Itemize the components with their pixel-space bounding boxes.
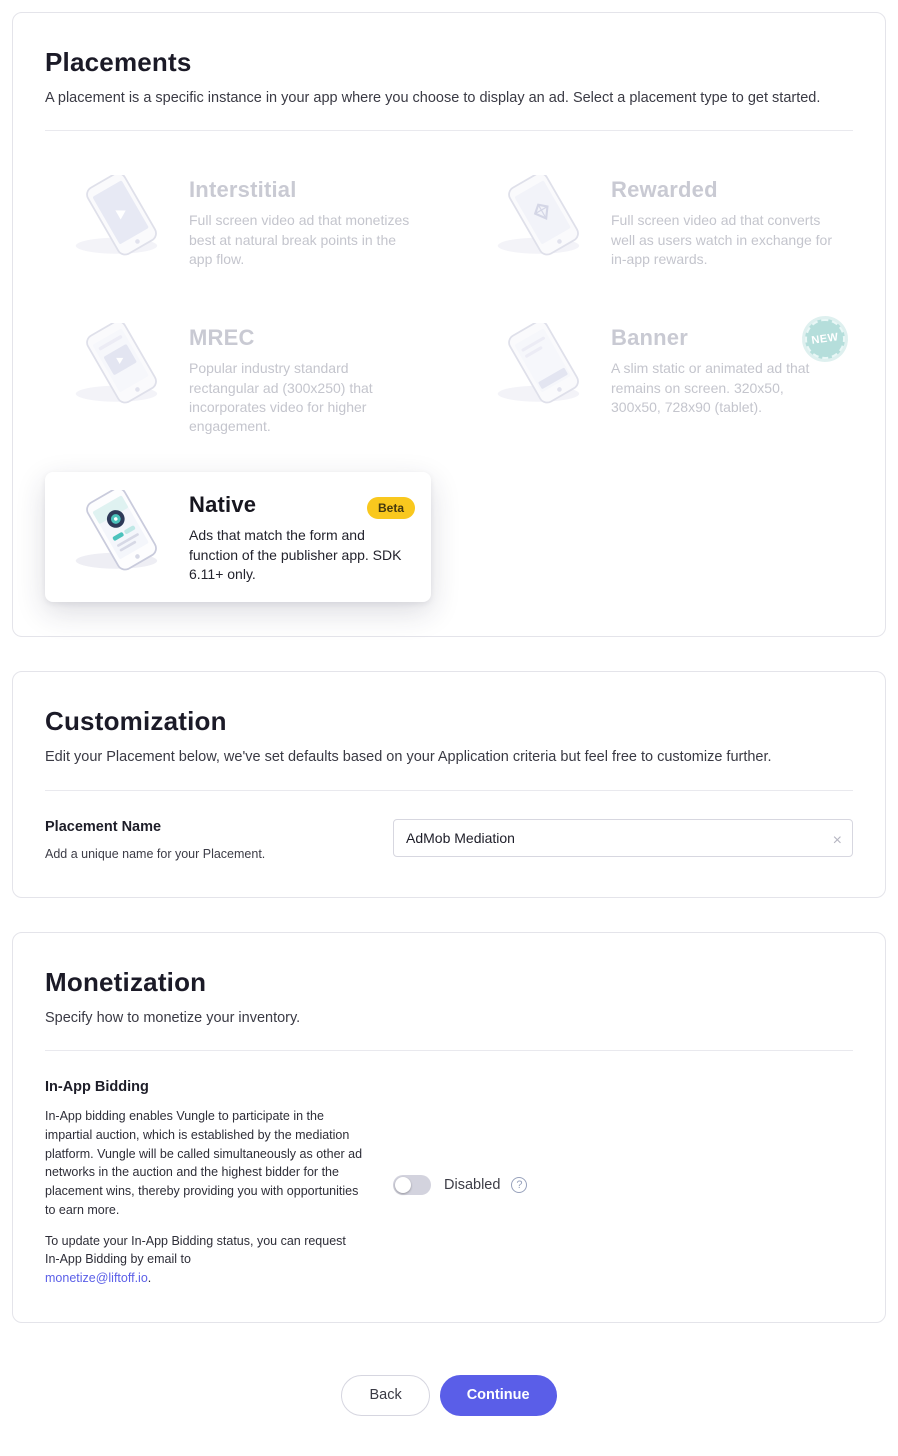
customization-card — [12, 671, 886, 897]
footer-actions — [0, 1357, 898, 1456]
placement-tile-rewarded[interactable] — [467, 157, 853, 287]
customization-subtitle: Edit your Placement below, we've set defaults based on your Application criteria but feel free to customize further. — [45, 749, 772, 766]
placement-name-label: Placement Name — [45, 818, 162, 835]
placement-tile-title: Native — [189, 492, 257, 518]
native-phone-icon — [65, 490, 175, 574]
placement-tile-description: Full screen video ad that monetizes best at natural break points in the app flow. — [189, 212, 410, 267]
in-app-bidding-status: Disabled — [444, 1176, 501, 1193]
monetization-subtitle: Specify how to monetize your inventory. — [45, 1009, 301, 1026]
placement-tile-title: Interstitial — [189, 177, 297, 203]
placement-tile-native[interactable] — [45, 472, 431, 602]
placement-type-grid — [45, 157, 853, 602]
placement-name-input[interactable] — [393, 819, 853, 857]
mrec-phone-icon — [65, 323, 175, 407]
placement-name-row — [45, 819, 853, 863]
placements-title: Placements — [45, 47, 192, 77]
placement-tile-description: A slim static or animated ad that remains on screen. 320x50, 300x50, 728x90 (tablet). — [611, 360, 810, 415]
divider — [45, 1050, 853, 1051]
in-app-bidding-description: In-App bidding enables Vungle to participate in the impartial auction, which is established by the mediation platform. Vungle will be called simultaneously as other ad networks in the auction and the highest bidder for the placement wins, thereby providing you with opportunities to earn more. — [45, 1109, 363, 1217]
toggle-knob — [395, 1177, 411, 1193]
placement-tile-title: Rewarded — [611, 177, 718, 203]
in-app-bidding-request-text — [45, 1232, 363, 1288]
placement-tile-banner[interactable] — [467, 305, 853, 454]
in-app-bidding-label: In-App Bidding — [45, 1079, 149, 1096]
placement-tile-description: Full screen video ad that converts well as users watch in exchange for in-app rewards. — [611, 212, 832, 267]
divider — [45, 130, 853, 131]
monetization-card — [12, 932, 886, 1323]
placement-tile-interstitial[interactable] — [45, 157, 431, 287]
clear-input-icon[interactable]: × — [832, 831, 842, 849]
rewarded-phone-icon — [487, 175, 597, 259]
customization-title: Customization — [45, 706, 227, 737]
banner-phone-icon — [487, 323, 597, 407]
divider — [45, 790, 853, 791]
placement-tile-mrec[interactable] — [45, 305, 431, 454]
in-app-bidding-row — [45, 1079, 853, 1288]
continue-button[interactable]: Continue — [440, 1375, 557, 1416]
placement-name-helper: Add a unique name for your Placement. — [45, 846, 266, 861]
in-app-bidding-toggle[interactable] — [393, 1175, 431, 1195]
interstitial-phone-icon — [65, 175, 175, 259]
sentence-period: . — [147, 1271, 152, 1286]
back-button[interactable]: Back — [341, 1375, 429, 1416]
placements-subtitle: A placement is a specific instance in your app where you choose to display an ad. Select a placement type to get started. — [45, 90, 821, 106]
monetize-email-link[interactable]: monetize@liftoff.io — [45, 1271, 148, 1286]
request-text: To update your In-App Bidding status, you can request In-App Bidding by email to — [45, 1233, 346, 1267]
placements-card — [12, 12, 886, 637]
placement-tile-description: Popular industry standard rectangular ad (300x250) that incorporates video for higher engagement. — [189, 360, 373, 435]
beta-badge: Beta — [367, 497, 415, 519]
placement-tile-title: MREC — [189, 325, 255, 351]
in-app-bidding-control — [393, 1079, 527, 1288]
placement-tile-description: Ads that match the form and function of the publisher app. SDK 6.11+ only. — [189, 527, 402, 583]
placement-tile-title: Banner — [611, 325, 688, 351]
help-icon[interactable]: ? — [511, 1177, 527, 1193]
new-badge: NEW — [802, 317, 847, 362]
monetization-title: Monetization — [45, 966, 207, 997]
